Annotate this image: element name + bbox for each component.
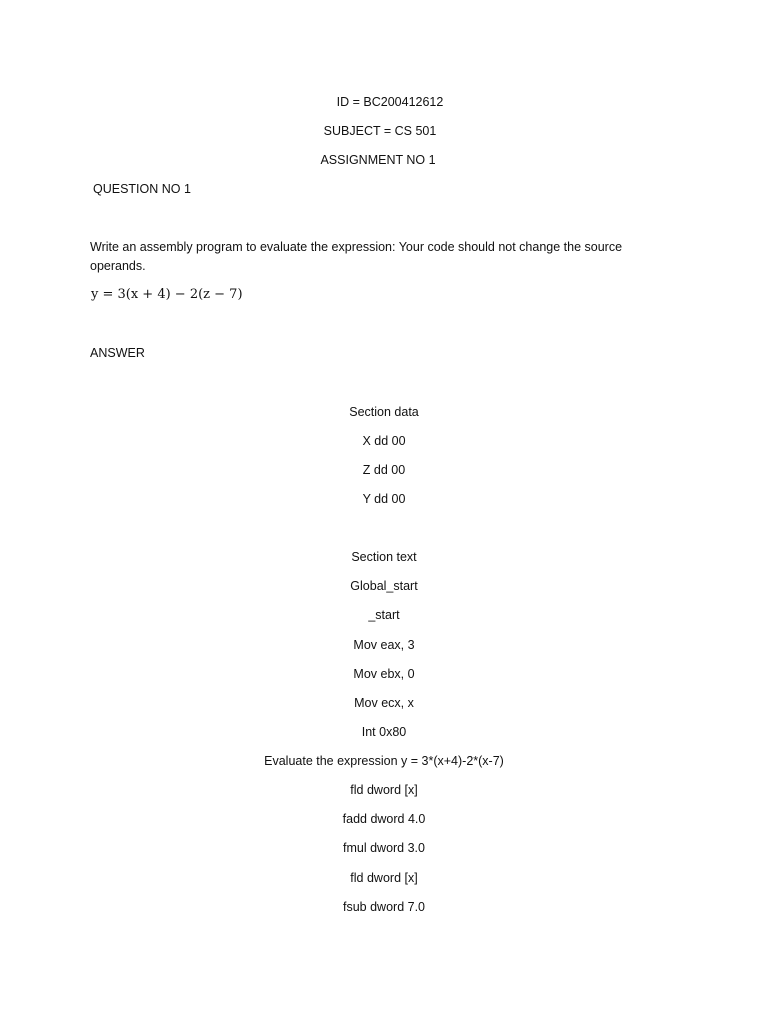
code-line: Y dd 00: [362, 492, 406, 506]
code-line: Section data: [349, 405, 419, 419]
code-line: Int 0x80: [361, 725, 407, 739]
code-line: Mov ebx, 0: [353, 667, 415, 681]
question-title: QUESTION NO 1: [93, 182, 191, 196]
code-comment: Evaluate the expression y = 3*(x+4)-2*(x-7): [264, 754, 504, 768]
code-line: fsub dword 7.0: [343, 900, 425, 914]
code-line: Global_start: [350, 579, 418, 593]
code-line: fmul dword 3.0: [343, 841, 425, 855]
code-line: X dd 00: [362, 434, 406, 448]
code-line: fld dword [x]: [350, 783, 418, 797]
assignment-title: ASSIGNMENT NO 1: [320, 153, 436, 167]
answer-title: ANSWER: [90, 346, 145, 360]
subject-line: SUBJECT = CS 501: [323, 124, 437, 138]
code-line: _start: [368, 608, 400, 622]
code-line: Mov ecx, x: [354, 696, 414, 710]
code-line: Z dd 00: [362, 463, 406, 477]
student-id: ID = BC200412612: [336, 95, 444, 109]
code-line: Section text: [351, 550, 417, 564]
question-expression: y = 3(x + 4) − 2(z − 7): [91, 287, 243, 302]
code-line: fld dword [x]: [350, 871, 418, 885]
question-prompt: Write an assembly program to evaluate the expression: Your code should not change the source operands.: [90, 240, 623, 273]
code-line: Mov eax, 3: [353, 638, 415, 652]
code-line: fadd dword 4.0: [342, 812, 426, 826]
